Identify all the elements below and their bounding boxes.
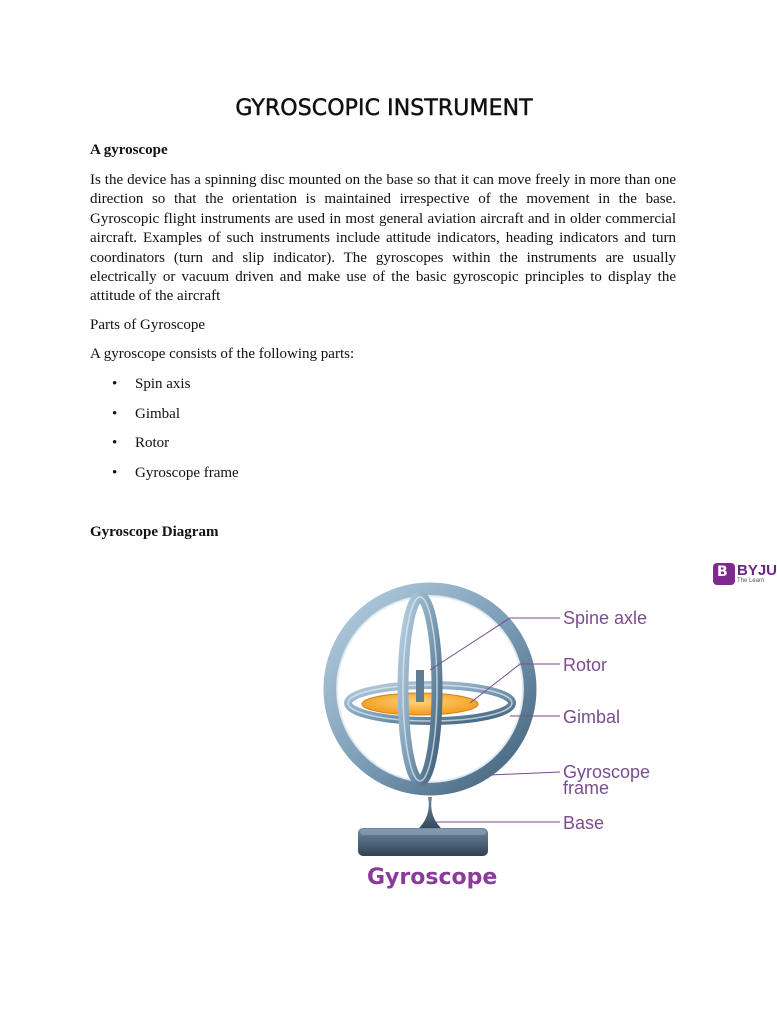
gyroscope-base: [358, 797, 488, 856]
label-rotor: Rotor: [563, 655, 608, 675]
logo-tagline: The Learn: [737, 578, 765, 584]
spin-axle-ring: [403, 597, 437, 781]
list-item: [90, 374, 239, 404]
label-base: Base: [563, 813, 605, 833]
section-heading-gyroscope: A gyroscope: [90, 142, 168, 158]
list-item: [90, 463, 239, 493]
document-title: GYROSCOPIC INSTRUMENT: [235, 96, 533, 121]
list-item-label: Rotor: [135, 435, 170, 452]
parts-list: [90, 374, 239, 493]
gyroscope-description-paragraph: Is the device has a spinning disc mounted on the base so that it can move freely in more than one direction so that the orientation is maintained irrespective of the movement in the base. Gyroscopic flight instruments are used in most general aviation aircraft and in older commercial aircraft. Examples of such instruments include attitude indicators, heading indicators and turn coordinators (turn and slip indicator). The gyroscopes within the instruments are usually electrically or vacuum driven and make use of the basic gyroscopic principles to display the attitude of the aircraft: [90, 172, 676, 305]
gyroscope-diagram: [320, 585, 680, 895]
label-gyroscope-frame-line2: frame: [563, 778, 610, 798]
bullet-icon: •: [112, 376, 118, 392]
bullet-icon: •: [112, 435, 118, 452]
label-gyroscope-frame-line1: Gyroscope: [563, 762, 651, 782]
bullet-icon: •: [112, 465, 118, 482]
list-item-label: Gyroscope frame: [135, 465, 239, 482]
label-gimbal: Gimbal: [563, 707, 621, 727]
byjus-logo: [713, 562, 777, 587]
list-item-label: Gimbal: [135, 405, 180, 422]
logo-text: BYJU: [737, 562, 777, 579]
diagram-heading: Gyroscope Diagram: [90, 524, 219, 540]
bullet-icon: •: [112, 405, 118, 422]
logo-mark-icon: B: [713, 563, 735, 585]
list-item: [90, 433, 239, 463]
diagram-caption: Gyroscope: [367, 865, 498, 890]
list-item: [90, 404, 239, 434]
list-item-label: Spin axis: [135, 376, 191, 392]
label-spine-axle: Spine axle: [563, 608, 648, 628]
parts-intro: A gyroscope consists of the following parts:: [90, 346, 355, 362]
parts-title: Parts of Gyroscope: [90, 317, 205, 333]
